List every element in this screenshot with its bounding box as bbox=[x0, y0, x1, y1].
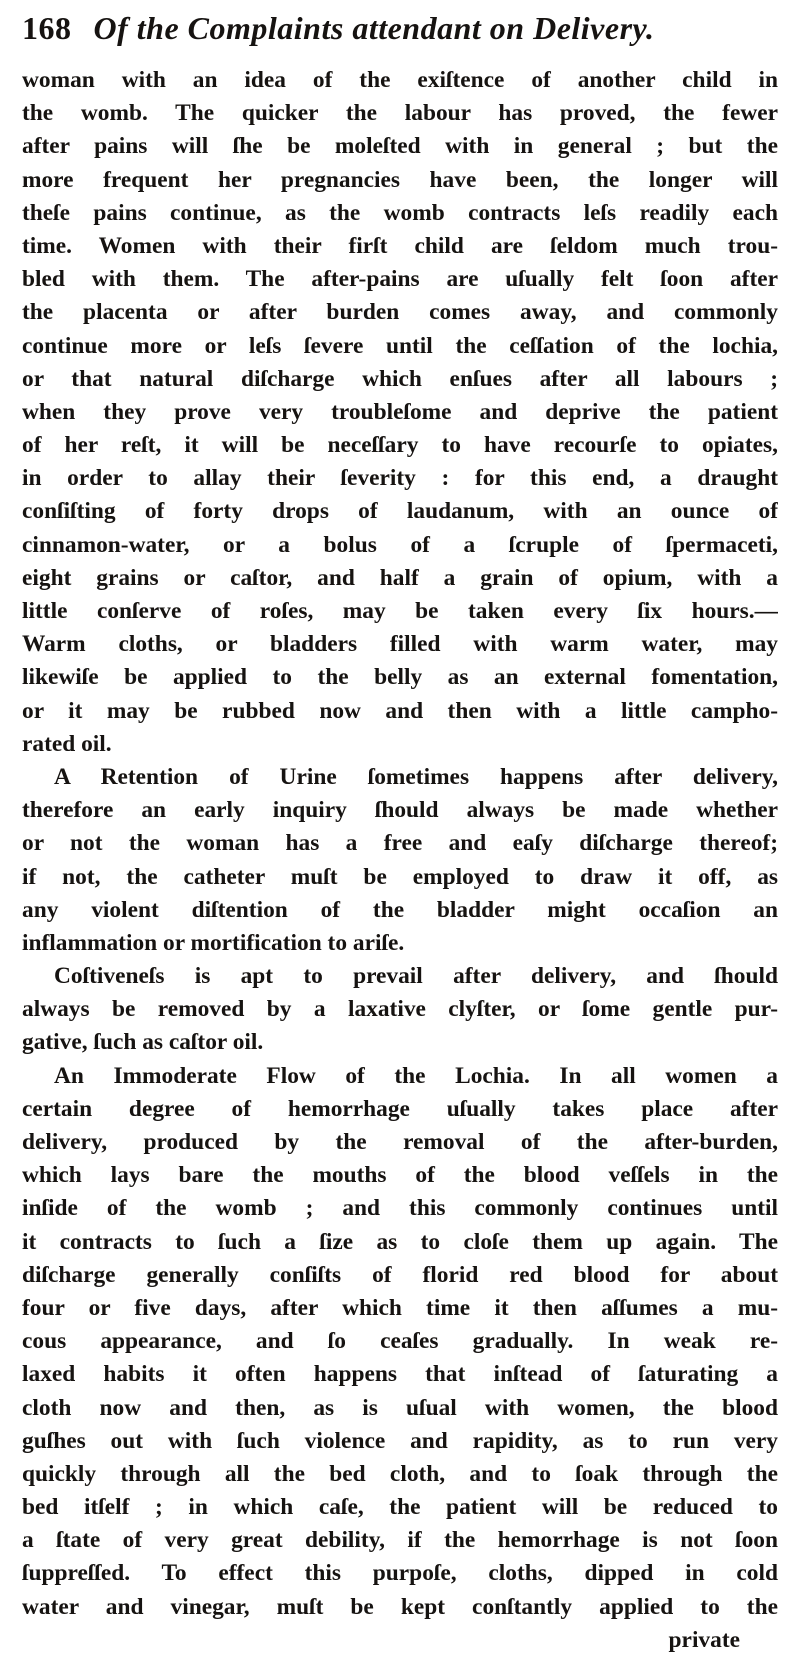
text-line: inflammation or mortification to ariſe. bbox=[22, 929, 405, 956]
text-line: likewiſe be applied to the belly as an external fomentation, bbox=[22, 664, 778, 691]
text-line: if not, the catheter muſt be employed to draw it off, as bbox=[22, 863, 778, 890]
text-line: A Retention of Urine ſometimes happens after delivery, bbox=[54, 763, 778, 790]
text-line: conſiſting of forty drops of laudanum, with an ounce of bbox=[22, 498, 778, 525]
text-line: rated oil. bbox=[22, 730, 112, 757]
text-line: or that natural diſcharge which enſues after all labours ; bbox=[22, 365, 778, 392]
text-line: it contracts to ſuch a ſize as to cloſe them up again. The bbox=[22, 1228, 778, 1255]
text-line: delivery, produced by the removal of the after-burden, bbox=[22, 1129, 778, 1155]
text-line: of her reſt, it will be neceſſary to have recourſe to opiates, bbox=[22, 432, 778, 459]
text-line: the placenta or after burden comes away, and commonly bbox=[22, 299, 778, 326]
text-line: which lays bare the mouths of the blood veſſels in the bbox=[22, 1162, 778, 1189]
running-head: Of the Complaints attendant on Delivery. bbox=[93, 10, 655, 46]
text-line: when they prove very troubleſome and deprive the patient bbox=[22, 398, 778, 425]
text-line: the womb. The quicker the labour has proved, the fewer bbox=[22, 100, 778, 127]
text-line: inſide of the womb ; and this commonly continues until bbox=[22, 1195, 778, 1222]
text-line: cinnamon-water, or a bolus of a ſcruple of ſpermaceti, bbox=[22, 531, 778, 558]
text-line: Coſtiveneſs is apt to prevail after delivery, and ſhould bbox=[54, 963, 778, 990]
text-line: Warm cloths, or bladders filled with warm water, may bbox=[22, 631, 778, 658]
text-line: or it may be rubbed now and then with a little campho- bbox=[22, 697, 778, 724]
text-line: bled with them. The after-pains are uſually felt ſoon after bbox=[22, 266, 778, 293]
text-line: a ſtate of very great debility, if the hemorrhage is not ſoon bbox=[22, 1527, 778, 1554]
text-line: ſuppreſſed. To effect this purpoſe, cloths, dipped in cold bbox=[22, 1560, 778, 1587]
text-line: quickly through all the bed cloth, and to ſoak through the bbox=[22, 1460, 778, 1487]
catchword: private bbox=[668, 1626, 740, 1653]
text-line: laxed habits it often happens that inſtead of ſaturating a bbox=[22, 1361, 778, 1388]
text-line: after pains will ſhe be moleſted with in general ; but the bbox=[22, 133, 778, 160]
text-line: eight grains or caſtor, and half a grain of opium, with a bbox=[22, 564, 778, 591]
text-line: guſhes out with ſuch violence and rapidity, as to run very bbox=[22, 1427, 778, 1454]
text-line: cloth now and then, as is uſual with women, the blood bbox=[22, 1394, 778, 1421]
text-line: four or five days, after which time it then aſſumes a mu- bbox=[22, 1294, 778, 1321]
text-line: time. Women with their firſt child are ſeldom much trou- bbox=[22, 232, 778, 259]
text-line: certain degree of hemorrhage uſually takes place after bbox=[22, 1095, 778, 1122]
page-header bbox=[22, 10, 778, 64]
text-line: woman with an idea of the exiſtence of another child in bbox=[22, 67, 778, 93]
text-line: more frequent her pregnancies have been, the longer will bbox=[22, 166, 778, 193]
text-line: water and vinegar, muſt be kept conſtantly applied to the bbox=[22, 1593, 778, 1620]
text-line: bed itſelf ; in which caſe, the patient will be reduced to bbox=[22, 1494, 778, 1521]
text-line: therefore an early inquiry ſhould always be made whether bbox=[22, 797, 778, 824]
text-line: gative, ſuch as caſtor oil. bbox=[22, 1029, 264, 1056]
text-line: little conſerve of roſes, may be taken every ſix hours.— bbox=[22, 598, 778, 624]
text-line: An Immoderate Flow of the Lochia. In all women a bbox=[54, 1062, 778, 1089]
text-line: continue more or leſs ſevere until the ceſſation of the lochia, bbox=[22, 332, 778, 359]
text-line: theſe pains continue, as the womb contracts leſs readily each bbox=[22, 199, 778, 226]
text-line: diſcharge generally conſiſts of florid red blood for about bbox=[22, 1261, 778, 1288]
text-line: cous appearance, and ſo ceaſes gradually. In weak re- bbox=[22, 1328, 778, 1355]
page-number: 168 bbox=[22, 10, 72, 46]
body-text bbox=[22, 64, 778, 1624]
text-line: or not the woman has a free and eaſy diſcharge thereof; bbox=[22, 830, 778, 857]
text-line: always be removed by a laxative clyſter, or ſome gentle pur- bbox=[22, 996, 778, 1023]
text-line: any violent diſtention of the bladder might occaſion an bbox=[22, 896, 778, 923]
text-line: in order to allay their ſeverity : for this end, a draught bbox=[22, 465, 778, 492]
